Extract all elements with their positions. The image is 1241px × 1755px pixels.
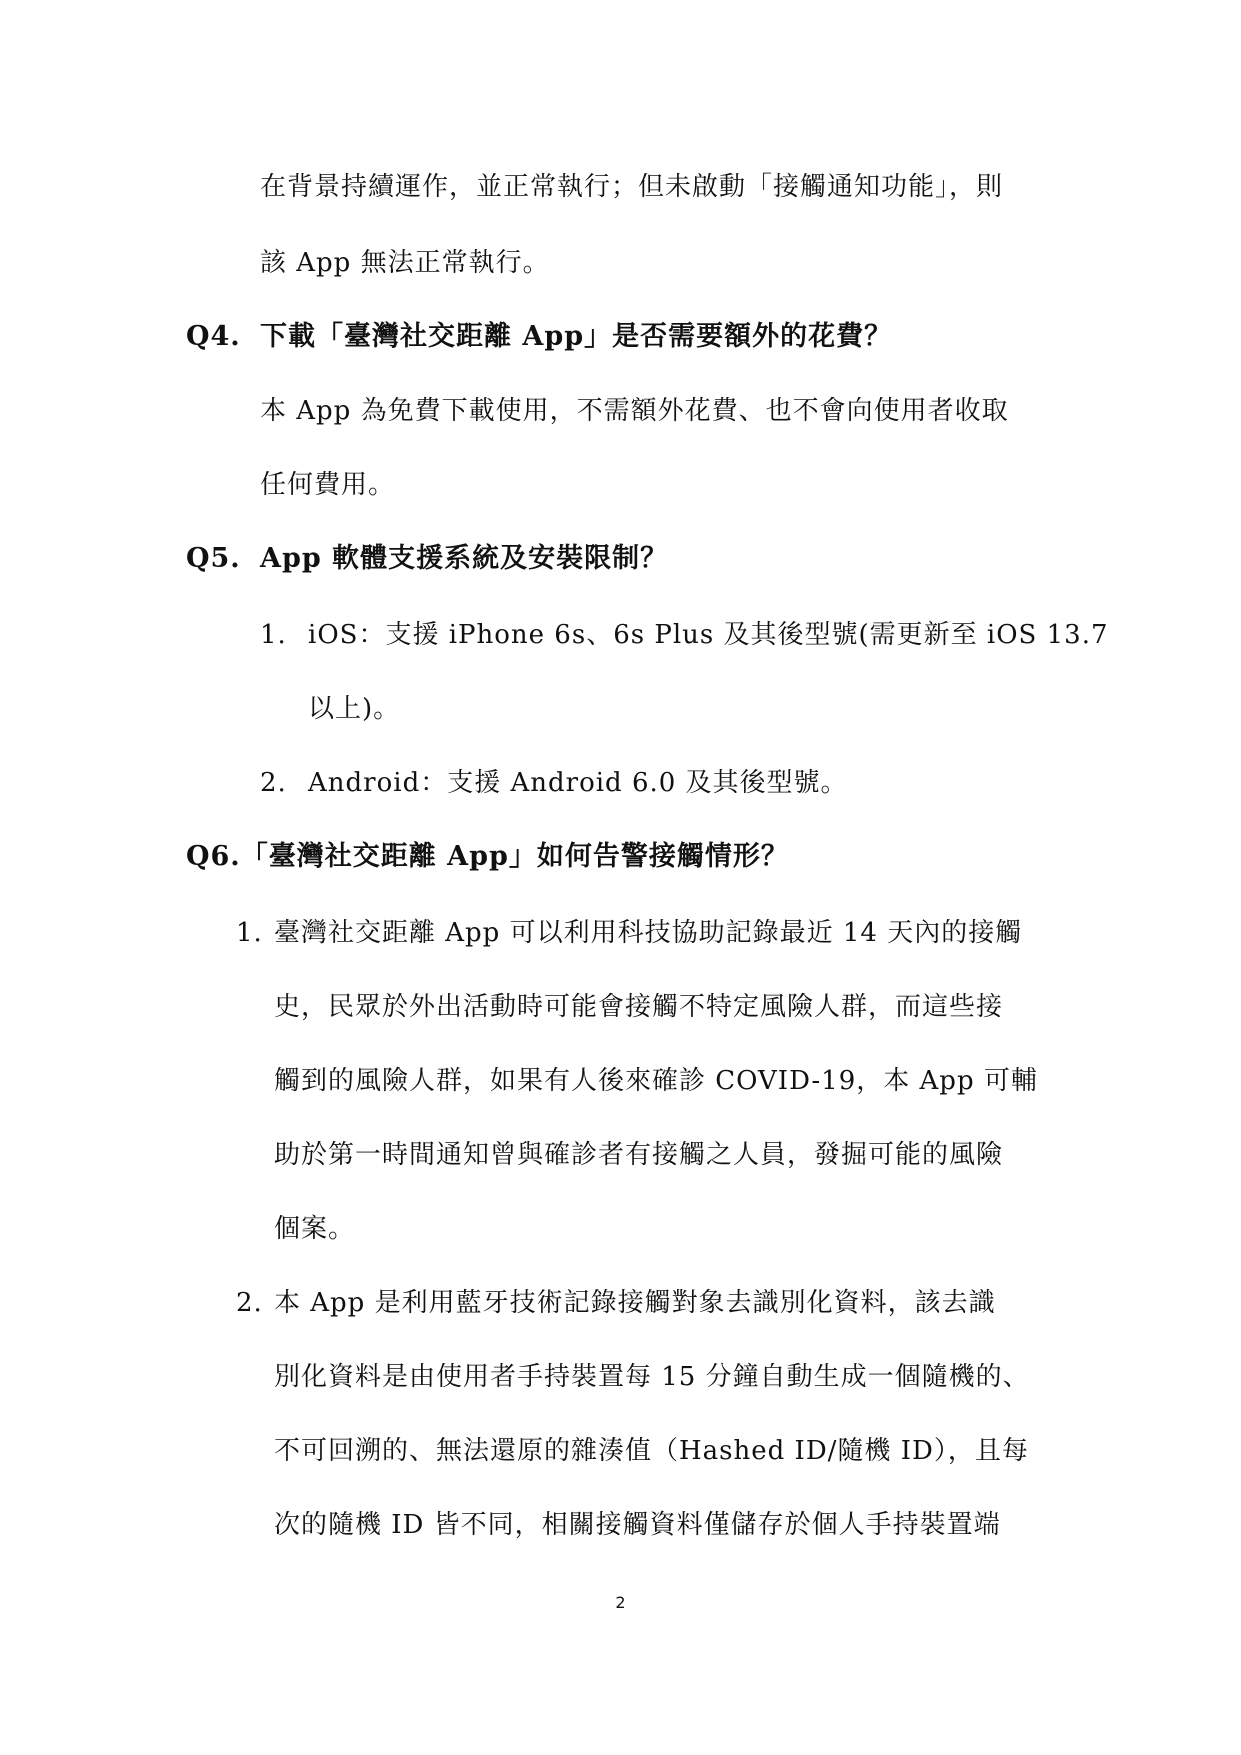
q6-item-1-line-3: 觸到的風險人群，如果有人後來確診 COVID-19，本 App 可輔: [274, 1066, 1038, 1096]
q6-item-2-line-3: 不可回溯的、無法還原的雜湊值（Hashed ID/隨機 ID），且每: [274, 1436, 1029, 1466]
intro-line-2: 該 App 無法正常執行。: [260, 248, 550, 278]
q6-item-2-line-4: 次的隨機 ID 皆不同，相關接觸資料僅儲存於個人手持裝置端: [274, 1510, 1001, 1540]
q5-heading: [186, 542, 668, 576]
q6-item-2-line-1: [236, 1286, 996, 1320]
q6-item-2-text: 本 App 是利用藍牙技術記錄接觸對象去識別化資料，該去識: [274, 1288, 996, 1318]
q6-item-1-number: 1.: [236, 918, 263, 948]
q6-item-1-line-2: 史，民眾於外出活動時可能會接觸不特定風險人群，而這些接: [274, 992, 1004, 1022]
q5-item-1-text: iOS：支援 iPhone 6s、6s Plus 及其後型號(需更新至 iOS 13.7: [308, 620, 1109, 650]
intro-line-1: 在背景持續運作，並正常執行；但未啟動「接觸通知功能」，則: [260, 172, 1004, 202]
q6-number: Q6.: [186, 841, 241, 872]
q6-heading: [186, 840, 789, 874]
q6-item-1-text: 臺灣社交距離 App 可以利用科技協助記錄最近 14 天內的接觸: [274, 918, 1023, 948]
q5-question: App 軟體支援系統及安裝限制？: [260, 543, 669, 574]
q6-item-1-line-4: 助於第一時間通知曾與確診者有接觸之人員，發掘可能的風險: [274, 1140, 1004, 1170]
q5-item-1-line-1: [260, 618, 1109, 652]
q5-item-1-line-2: 以上)。: [308, 694, 401, 724]
q5-item-2-number: 2.: [260, 768, 287, 798]
page-number: 2: [615, 1593, 626, 1612]
q6-item-2-line-2: 別化資料是由使用者手持裝置每 15 分鐘自動生成一個隨機的、: [274, 1362, 1030, 1392]
q4-answer-line-1: 本 App 為免費下載使用，不需額外花費、也不會向使用者收取: [260, 396, 1009, 426]
q6-question: 「臺灣社交距離 App」如何告警接觸情形？: [240, 841, 789, 872]
q4-question: 下載「臺灣社交距離 App」是否需要額外的花費？: [260, 321, 893, 352]
q4-answer-line-2: 任何費用。: [260, 470, 396, 500]
q5-item-2-line-1: [260, 766, 848, 800]
q5-item-1-number: 1.: [260, 620, 287, 650]
q4-number: Q4.: [186, 321, 241, 352]
q4-heading: [186, 320, 892, 354]
q6-item-2-number: 2.: [236, 1288, 263, 1318]
q5-number: Q5.: [186, 543, 241, 574]
q6-item-1-line-1: [236, 916, 1022, 950]
q5-item-2-text: Android：支援 Android 6.0 及其後型號。: [308, 768, 848, 798]
q6-item-1-line-5: 個案。: [274, 1214, 356, 1244]
